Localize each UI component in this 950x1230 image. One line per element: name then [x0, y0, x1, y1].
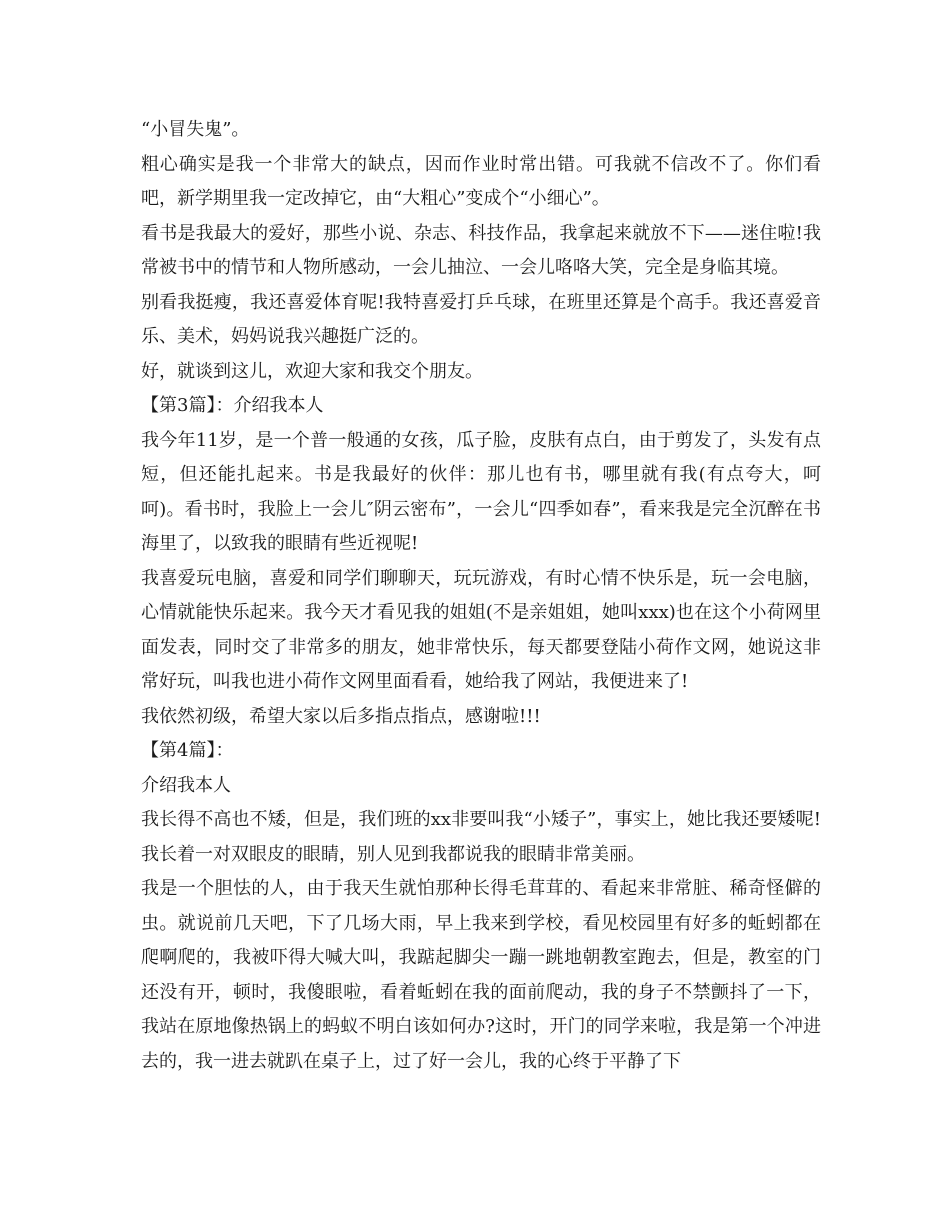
paragraph: 我长得不高也不矮，但是，我们班的xx非要叫我“小矮子”，事实上，她比我还要矮呢!我长着一对双眼皮的眼睛，别人见到我都说我的眼睛非常美丽。 [141, 809, 821, 865]
paragraph: 我今年11岁，是一个普一般通的女孩，瓜子脸，皮肤有点白，由于剪发了，头发有点短，但还能扎起来。书是我最好的伙伴：那儿也有书，哪里就有我(有点夸大，呵呵)。看书时，我脸上一会儿″阴云密布”，一会儿“四季如春”，看来我是完全沉醉在书海里了，以致我的眼睛有些近视呢! [141, 429, 821, 554]
paragraph: 我是一个胆怯的人，由于我天生就怕那种长得毛茸茸的、看起来非常脏、稀奇怪僻的虫。就说前几天吧，下了几场大雨，早上我来到学校，看见校园里有好多的蚯蚓都在爬啊爬的，我被吓得大喊大叫，我踮起脚尖一蹦一跳地朝教室跑去，但是，教室的门还没有开，顿时，我傻眼啦，看着蚯蚓在我的面前爬动，我的身子不禁颤抖了一下，我站在原地像热锅上的蚂蚁不明白该如何办?这时，开门的同学来啦，我是第一个冲进去的，我一进去就趴在桌子上，过了好一会儿，我的心终于平静了下 [141, 878, 821, 1072]
section-heading: 【第4篇】： [141, 740, 234, 761]
paragraph: 好，就谈到这儿，欢迎大家和我交个朋友。 [141, 360, 483, 382]
section-heading: 【第3篇】：介绍我本人 [141, 395, 324, 416]
paragraph: 粗心确实是我一个非常大的缺点，因而作业时常出错。可我就不信改不了。你们看吧，新学期里我一定改掉它，由“大粗心”变成个“小细心”。 [141, 153, 821, 209]
paragraph: 我依然初级，希望大家以后多指点指点，感谢啦!!! [141, 705, 541, 727]
paragraph: 看书是我最大的爱好，那些小说、杂志、科技作品，我拿起来就放不下——迷住啦!我常被书中的情节和人物所感动，一会儿抽泣、一会儿咯咯大笑，完全是身临其境。 [141, 222, 821, 278]
paragraph: 我喜爱玩电脑，喜爱和同学们聊聊天，玩玩游戏，有时心情不快乐是，玩一会电脑，心情就能快乐起来。我今天才看见我的姐姐(不是亲姐姐，她叫xxx)也在这个小荷网里面发表，同时交了非常多的朋友，她非常快乐，每天都要登陆小荷作文网，她说这非常好玩，叫我也进小荷作文网里面看看，她给我了网站，我便进来了! [141, 567, 821, 692]
section-title: 介绍我本人 [141, 774, 231, 796]
document-body [141, 113, 821, 1079]
paragraph: 别看我挺瘦，我还喜爱体育呢!我特喜爱打乒乓球，在班里还算是个高手。我还喜爱音乐、美术，妈妈说我兴趣挺广泛的。 [141, 291, 821, 347]
paragraph: “小冒失鬼”。 [141, 119, 250, 140]
